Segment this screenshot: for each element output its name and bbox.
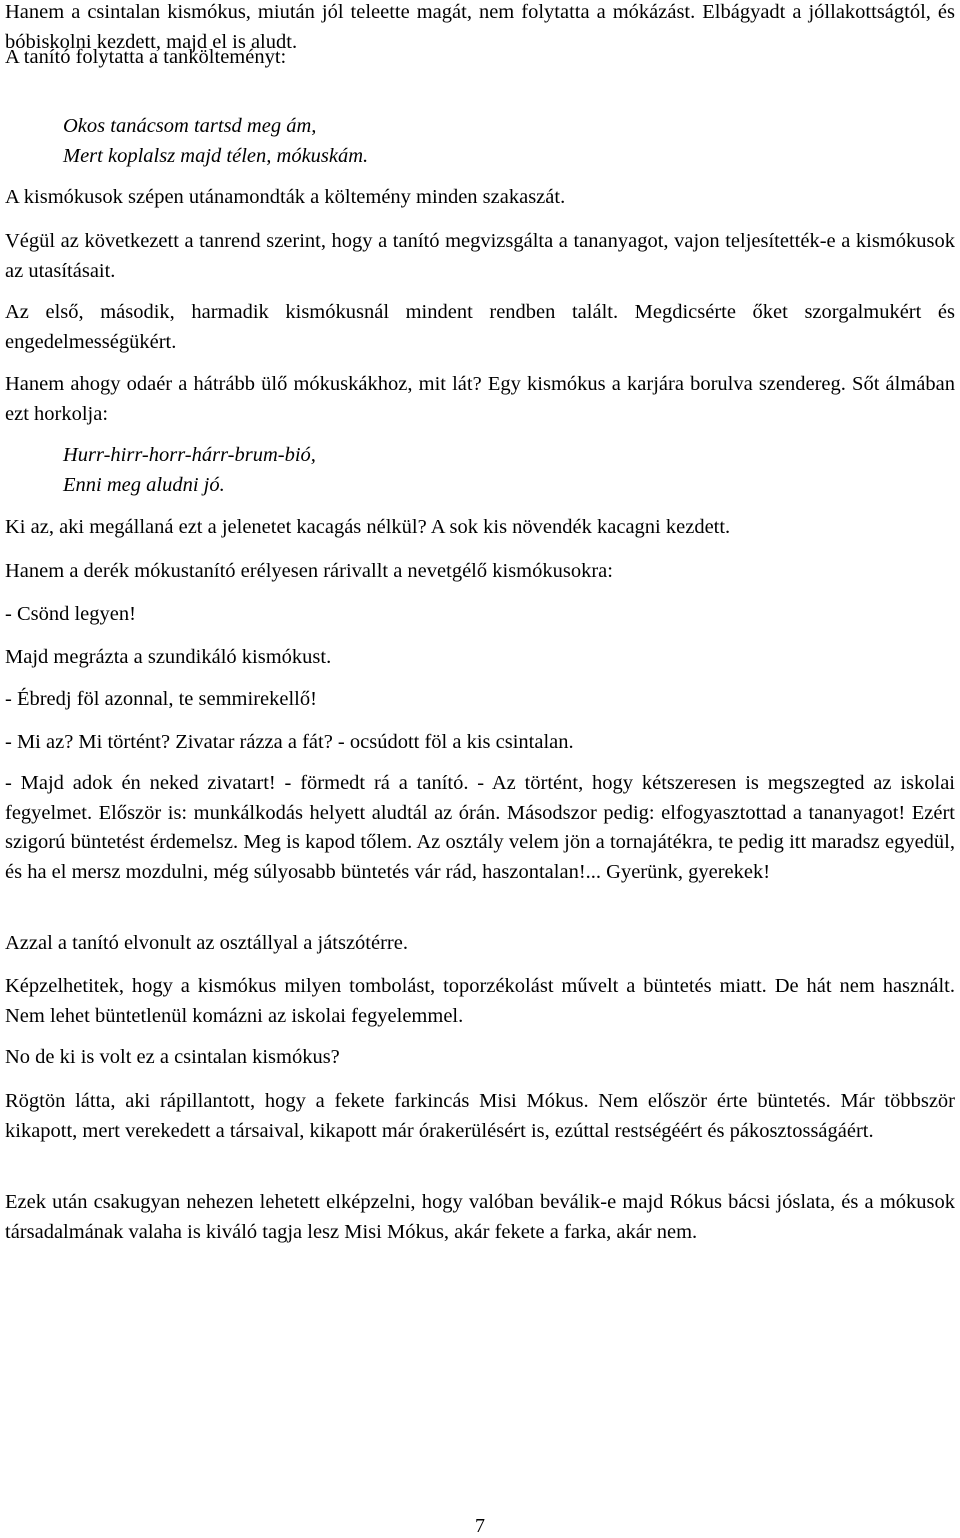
paragraph: Azzal a tanító elvonult az osztállyal a játszótérre. (5, 932, 408, 954)
paragraph: Hanem ahogy odaér a hátrább ülő mókuskákhoz, mit lát? Egy kismókus a karjára borulva szendereg. Sőt álmában ezt horkolja: (5, 373, 955, 425)
paragraph: A tanító folytatta a tankölteményt: (5, 46, 287, 68)
paragraph: Hanem a csintalan kismókus, miután jól teleette magát, nem folytatta a mókázást. Elbágyadt a jóllakottságtól, és bóbiskolni kezdett, majd el is aludt. (5, 1, 955, 53)
paragraph: - Majd adok én neked zivatart! - förmedt rá a tanító. - Az történt, hogy kétszeresen is megszegted az iskolai fegyelmet. Először is: munkálkodás helyett aludtál az órán. Másodszor pedig: elfogyasztottad a tananyagot! Ezért szigorú büntetést érdemelsz. Meg is kapod tőlem. Az osztály velem jön a tornajátékra, te pedig itt maradsz egyedül, és ha el mersz mozdulni, még súlyosabb büntetés vár rád, haszontalan!... Gyerünk, gyerekek! (5, 772, 955, 883)
verse-line: Hurr-hirr-horr-hárr-brum-bió, (63, 444, 316, 466)
paragraph: No de ki is volt ez a csintalan kismókus? (5, 1046, 340, 1068)
paragraph: Az első, második, harmadik kismókusnál mindent rendben talált. Megdicsérte őket szorgalmukért és engedelmességükért. (5, 301, 955, 353)
verse (5, 441, 955, 500)
paragraph: Képzelhetitek, hogy a kismókus milyen tombolást, toporzékolást művelt a büntetés miatt. De hát nem használt. Nem lehet büntetlenül komázni az iskolai fegyelemmel. (5, 975, 955, 1027)
verse-line: Enni meg aludni jó. (63, 473, 225, 496)
paragraph: - Ébredj föl azonnal, te semmirekellő! (5, 688, 317, 710)
paragraph: Rögtön látta, aki rápillantott, hogy a fekete farkincás Misi Mókus. Nem először érte büntetés. Már többször kikapott, mert verekedett a társaival, kikapott már órakerülésért is, ezúttal restségéért és pákosztosságáért. (5, 1090, 955, 1142)
paragraph: Ki az, aki megállaná ezt a jelenetet kacagás nélkül? A sok kis növendék kacagni kezdett. (5, 516, 731, 538)
paragraph: - Mi az? Mi történt? Zivatar rázza a fát? - ocsúdott föl a kis csintalan. (5, 731, 574, 753)
paragraph: Végül az következett a tanrend szerint, hogy a tanító megvizsgálta a tananyagot, vajon teljesítették-e a kismókusok az utasításait. (5, 230, 955, 282)
paragraph: Hanem a derék mókustanító erélyesen rárivallt a nevetgélő kismókusokra: (5, 560, 613, 582)
verse-line: Mert koplalsz majd télen, mókuskám. (63, 144, 369, 167)
paragraph: Majd megrázta a szundikáló kismókust. (5, 646, 332, 668)
page-number: 7 (475, 1515, 485, 1537)
paragraph: A kismókusok szépen utánamondták a költemény minden szakaszát. (5, 186, 566, 208)
verse-line: Okos tanácsom tartsd meg ám, (63, 115, 317, 137)
paragraph: - Csönd legyen! (5, 603, 136, 625)
verse (5, 112, 955, 171)
paragraph: Ezek után csakugyan nehezen lehetett elképzelni, hogy valóban beválik-e majd Rókus bácsi jóslata, és a mókusok társadalmának valaha is kiváló tagja lesz Misi Mókus, akár fekete a farka, akár nem. (5, 1191, 955, 1243)
